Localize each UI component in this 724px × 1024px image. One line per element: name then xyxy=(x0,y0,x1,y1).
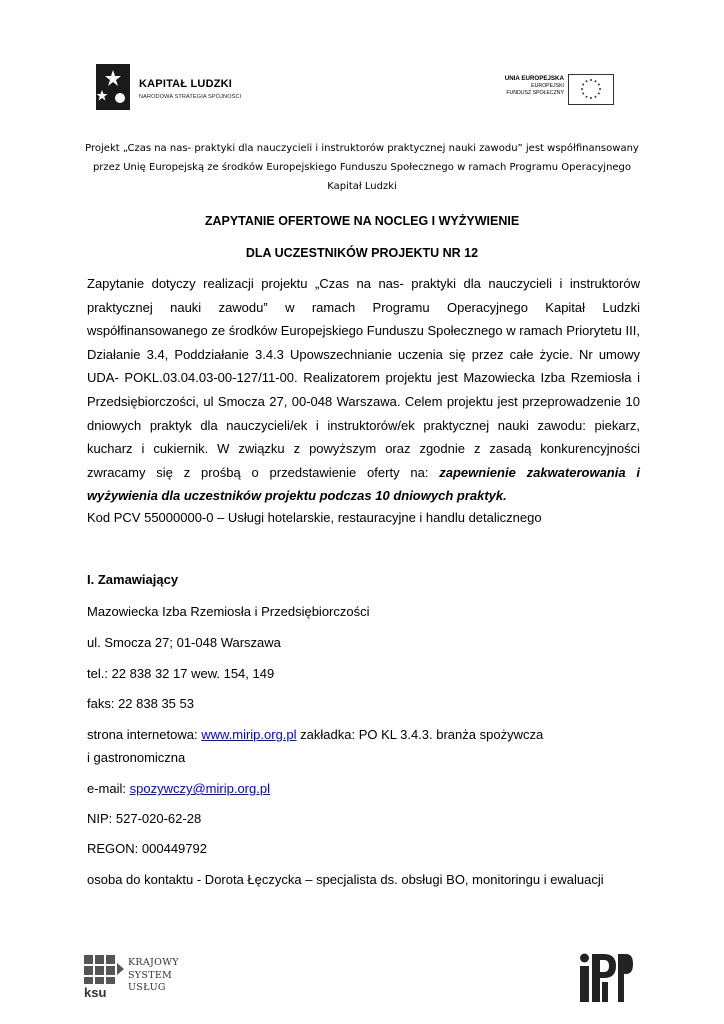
document-title: ZAPYTANIE OFERTOWE NA NOCLEG I WYŻYWIENIE xyxy=(204,214,520,228)
ksu-logo xyxy=(84,955,204,1001)
contact-email-prefix: e-mail: xyxy=(87,781,130,796)
kod-pcv: Kod PCV 55000000-0 – Usługi hotelarskie, restauracyjne i handlu detalicznego xyxy=(87,510,542,525)
irp-logo-icon xyxy=(578,952,634,1004)
kapital-ludzki-subtitle: NARODOWA STRATEGIA SPÓJNOŚCI xyxy=(139,94,242,100)
ksu-name-line2: SYSTEM xyxy=(128,969,173,981)
contact-address: ul. Smocza 27; 01-048 Warszawa xyxy=(87,635,281,650)
contact-email-line xyxy=(87,781,270,796)
intro-paragraph-emphasis: zapewnienie zakwaterowania i wyżywienia dla uczestników projektu podczas 10 dniowych praktyk. xyxy=(87,464,640,504)
ksu-name-line1: KRAJOWY xyxy=(128,957,179,968)
ksu-name-line3: USŁUG xyxy=(128,982,166,993)
intro-paragraph-text: Zapytanie dotyczy realizacji projektu „Czas na nas- praktyki dla nauczycieli i instruktorów praktycznej nauki zawodu” w ramach Programu Operacyjnego Kapitał Ludzki współfinansowanego ze środków Europejskiego Funduszu Społecznego w ramach Priorytetu III, Działanie 3.4, Poddziałanie 3.4.3 Upowszechnianie uczenia się przez całe życie. Nr umowy UDA- POKL.03.04.03-00-127/11-00. Realizatorem projektu jest Mazowiecka Izba Rzemiosła i Przedsiębiorczości, ul Smocza 27, 00-048 Warszawa. Celem projektu jest przeprowadzenie 10 dniowych praktyk dla nauczycieli/ek i instruktorów/ek praktycznej nauki zawodu: piekarz, kucharz i cukiernik. W związku z powyższym oraz zgodnie z zasadą konkurencyjności zwracamy się z prośbą o przedstawienie oferty na: xyxy=(87,276,640,480)
contact-regon: REGON: 000449792 xyxy=(87,841,207,856)
ksu-abbr: ksu xyxy=(84,985,107,1000)
kapital-ludzki-emblem-icon xyxy=(96,64,130,110)
kapital-ludzki-logo xyxy=(96,64,256,114)
contact-website-prefix: strona internetowa: xyxy=(87,727,202,742)
project-cofinancing-note: Projekt „Czas na nas- praktyki dla nauczycieli i instruktorów praktycznej nauki zawodu” jest współfinansowany przez Unię Europejską ze środków Europejskiego Funduszu Społecznego w ramach Programu Operacyjnego Kapitał Ludzki xyxy=(85,143,639,192)
contact-fax: faks: 22 838 35 53 xyxy=(87,696,194,711)
intro-paragraph xyxy=(87,272,640,508)
contact-tel: tel.: 22 838 32 17 wew. 154, 149 xyxy=(87,666,275,681)
contact-website-suffix-line2: i gastronomiczna xyxy=(87,750,186,765)
document-subtitle: DLA UCZESTNIKÓW PROJEKTU NR 12 xyxy=(245,246,479,260)
ksu-name xyxy=(128,957,179,995)
email-link[interactable]: spozywczy@mirip.org.pl xyxy=(129,781,270,796)
contact-person: osoba do kontaktu - Dorota Łęczycka – specjalista ds. obsługi BO, monitoringu i ewaluacji xyxy=(87,872,604,887)
contact-website-line xyxy=(87,727,543,742)
eu-logo-line2: EUROPEJSKI xyxy=(531,82,564,89)
website-link[interactable]: www.mirip.org.pl xyxy=(201,727,297,742)
eu-logo-line1: UNIA EUROPEJSKA xyxy=(504,75,564,82)
eu-logo xyxy=(498,73,616,107)
kapital-ludzki-title: KAPITAŁ LUDZKI xyxy=(139,78,233,90)
contact-website-suffix: zakładka: PO KL 3.4.3. branża spożywcza xyxy=(296,727,544,742)
ksu-grid-icon xyxy=(84,955,126,985)
eu-flag-icon xyxy=(568,74,614,105)
eu-logo-line3: FUNDUSZ SPOŁECZNY xyxy=(506,90,564,96)
contact-org: Mazowiecka Izba Rzemiosła i Przedsiębiorczości xyxy=(87,604,370,619)
contact-nip: NIP: 527-020-62-28 xyxy=(87,811,202,826)
section-heading-zamawiajacy: I. Zamawiający xyxy=(87,572,179,587)
